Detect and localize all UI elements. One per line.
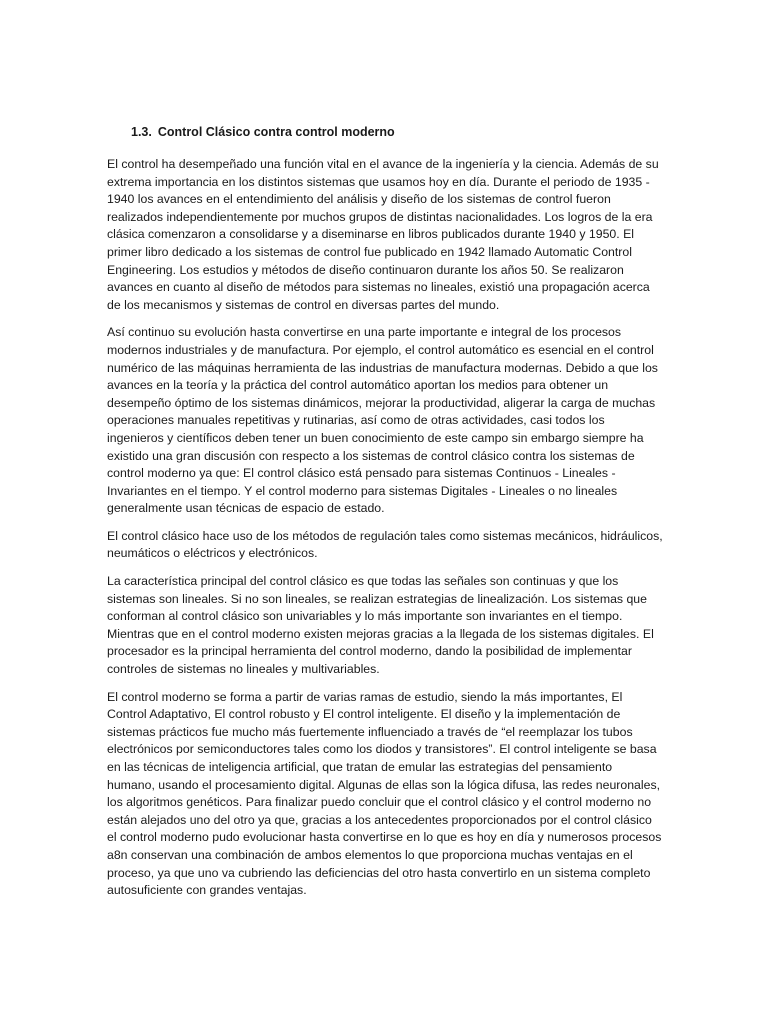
paragraph-3: El control clásico hace uso de los métodos de regulación tales como sistemas mecánicos, hidráulicos, neumáticos o eléctricos y electrónicos. bbox=[107, 528, 663, 561]
section-number: 1.3. bbox=[131, 125, 152, 139]
paragraph-2: Así continuo su evolución hasta convertirse en una parte importante e integral de los procesos modernos industriales y de manufactura. Por ejemplo, el control automático es esencial en el control numérico de las máquinas herramienta de las industrias de manufactura modernas. Debido a que los avances en la teoría y la práctica del control automático aportan los medios para obtener un desempeño óptimo de los sistemas dinámicos, mejorar la productividad, aligerar la carga de muchas operaciones manuales repetitivas y rutinarias, así como de otras actividades, casi todos los ingenieros y científicos deben tener un buen conocimiento de este campo sin embargo siempre ha existido una gran discusión con respecto a los sistemas de control clásico contra los sistemas de control moderno ya que: El control clásico está pensado para sistemas Continuos - Lineales - Invariantes en el tiempo. Y el control moderno para sistemas Digitales - Lineales o no lineales generalmente usan técnicas de espacio de estado. bbox=[107, 325, 658, 516]
section-title: Control Clásico contra control moderno bbox=[157, 125, 395, 139]
section-heading bbox=[131, 124, 663, 141]
document-page bbox=[107, 124, 663, 910]
paragraph-5: El control moderno se forma a partir de varias ramas de estudio, siendo la más importantes, El Control Adaptativo, El control robusto y El control inteligente. El diseño y la implementación de sistemas prácticos fue mucho más fuertemente influenciado a través de “el reemplazar los tubos electrónicos por semiconductores tales como los diodos y transistores”. El control inteligente se basa en las técnicas de inteligencia artificial, que tratan de emular las estrategias del pensamiento humano, usando el procesamiento digital. Algunas de ellas son la lógica difusa, las redes neuronales, los algoritmos genéticos. Para finalizar puedo concluir que el control clásico y el control moderno no están alejados uno del otro ya que, gracias a los antecedentes proporcionados por el control clásico el control moderno pudo evolucionar hasta convertirse en lo que es hoy en día y numerosos procesos a8n conservan una combinación de ambos elementos lo que proporciona muchas ventajas en el proceso, ya que uno va cubriendo las deficiencias del otro hasta convertirlo en un sistema completo autosuficiente con grandes ventajas. bbox=[107, 689, 662, 898]
paragraph-4: La característica principal del control clásico es que todas las señales son continuas y que los sistemas son lineales. Si no son lineales, se realizan estrategias de linealización. Los sistemas que conforman al control clásico son univariables y lo más importante son invariantes en el tiempo. Mientras que en el control moderno existen mejoras gracias a la llegada de los sistemas digitales. El procesador es la principal herramienta del control moderno, dando la posibilidad de implementar controles de sistemas no lineales y multivariables. bbox=[107, 574, 654, 677]
paragraph-1: El control ha desempeñado una función vital en el avance de la ingeniería y la ciencia. Además de su extrema importancia en los distintos sistemas que usamos hoy en día. Durante el periodo de 1935 - 1940 los avances en el entendimiento del análisis y diseño de los sistemas de control fueron realizados independientemente por muchos grupos de distintas nacionalidades. Los logros de la era clásica comenzaron a consolidarse y a diseminarse en libros publicados durante 1940 y 1950. El primer libro dedicado a los sistemas de control fue publicado en 1942 llamado Automatic Control Engineering. Los estudios y métodos de diseño continuaron durante los años 50. Se realizaron avances en cuanto al diseño de métodos para sistemas no lineales, existió una propagación acerca de los mecanismos y sistemas de control en diversas partes del mundo. bbox=[107, 157, 659, 312]
